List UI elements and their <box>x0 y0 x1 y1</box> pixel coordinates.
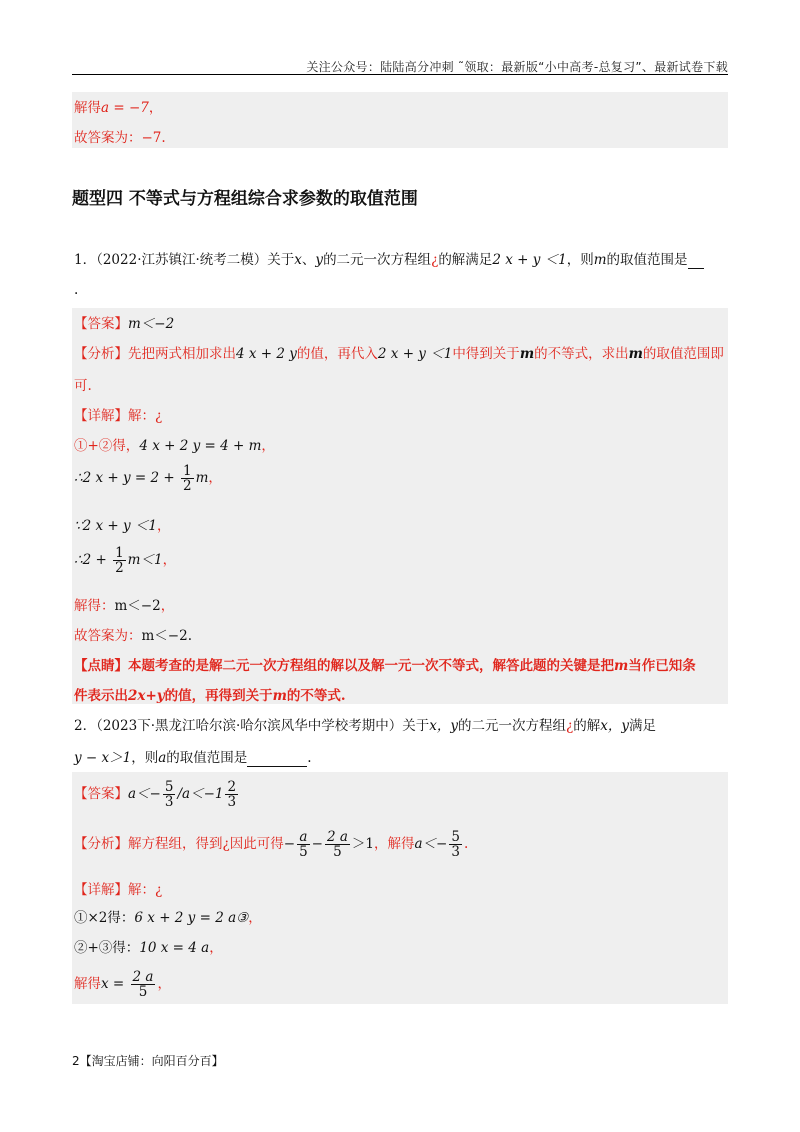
q2-text-c: 的解 <box>573 718 601 734</box>
q2-analysis-c: ＞1 <box>351 836 374 853</box>
q2-step2-expr: 10 x = 4 a <box>139 940 210 956</box>
q2-analysis-num2: 2 a <box>326 829 348 845</box>
q2-vars: x，y <box>429 718 459 734</box>
q1-detail-line <box>74 404 162 424</box>
q1-analysis-b: 的值，再代入 <box>296 346 378 362</box>
prev-solve-prefix: 解得 <box>74 100 101 116</box>
q2-missing-glyph: ¿ <box>566 718 574 734</box>
q1-analysis-c: 中得到关于 <box>452 346 520 362</box>
q1-step2-post: m <box>195 470 209 487</box>
q2-detail-a: 解： <box>128 882 155 898</box>
q2-answer-den1: 3 <box>164 794 174 811</box>
q2-stem <box>74 714 656 734</box>
q2-answer-num1: 5 <box>164 779 174 795</box>
q2-analysis-d: ，解得 <box>374 836 415 853</box>
q1-step3-expr: ∵2 x + y ＜1 <box>74 518 157 534</box>
q2-analysis-frac2 <box>325 830 350 859</box>
q1-answer-line <box>74 312 174 332</box>
q2-analysis-frac1 <box>297 830 310 859</box>
q1-analysis-f: 可. <box>74 378 92 394</box>
q2-text-e: ，则 <box>131 750 159 766</box>
q2-text-d: 满足 <box>629 718 657 734</box>
q1-final-value: m＜−2. <box>141 628 192 644</box>
q2-detail-line <box>74 878 162 898</box>
q1-solve: 解得：m＜−2， <box>74 598 175 614</box>
q1-number: 1． <box>74 252 97 268</box>
q1-comment-a: 本题考查的是解二元一次方程组的解以及解一元一次不等式，解答此题的关键是把 <box>128 658 614 674</box>
q2-source: （2023下·黑龙江哈尔滨·哈尔滨风华中学校考期中） <box>96 718 403 734</box>
q1-step1: ①+②得，4 x + 2 y = 4 + m， <box>74 438 275 454</box>
q2-step3-den: 5 <box>138 984 148 1001</box>
prev-solution-block <box>72 92 728 148</box>
q1-x: x <box>294 252 302 268</box>
q1-solve-label: 解得： <box>74 598 115 614</box>
q2-answer-blank <box>247 750 307 767</box>
q2-step3: 解得x = $\frac{2 a}{5}$ ， <box>74 969 171 1001</box>
q1-comment-b: 当作已知条 <box>628 658 696 674</box>
q1-step1-expr: 4 x + 2 y = 4 + m <box>139 438 262 454</box>
q1-missing-glyph: ¿ <box>431 252 439 268</box>
q1-step1-label: ①+②得， <box>74 438 140 454</box>
q1-step2: ∴2 x + y = 2 + $\frac{1}{2}$ m， <box>74 463 222 495</box>
q2-a: a <box>158 750 167 766</box>
q2-answer-num2: 2 <box>227 779 237 795</box>
q1-analysis-e: 的取值范围即 <box>642 346 724 362</box>
q1-step3: ∵2 x + y ＜1， <box>74 518 171 534</box>
header-text: 关注公众号：陆陆高分冲刺 ˜领取：最新版“小中高考-总复习”、最新试卷下载 <box>306 60 728 74</box>
q1-step4: ∴2 + $\frac{1}{2}$ m＜1， <box>74 545 177 577</box>
q2-step3-label: 解得 <box>74 976 101 993</box>
q2-step1-label: ①×2得： <box>74 910 135 926</box>
q1-text-e: 的取值范围是 <box>606 252 688 268</box>
q1-solve-value: m＜−2 <box>114 598 161 614</box>
q2-analysis-glyph: ¿ <box>222 836 230 853</box>
q1-end: . <box>74 282 79 298</box>
q2-text-b: 的二元一次方程组 <box>458 718 567 734</box>
q2-answer-line <box>74 780 240 809</box>
q1-comment-line2 <box>74 684 346 704</box>
q1-condition: 2 x + y ＜1 <box>492 252 567 268</box>
q1-answer-value: m＜−2 <box>128 316 175 332</box>
q1-analysis-m: m <box>519 346 535 362</box>
q2-analysis-frac3 <box>449 830 462 859</box>
q2-answer-label: 【答案】 <box>74 786 128 803</box>
footer-page-number: 2 <box>72 1054 80 1068</box>
q2-number: 2． <box>74 718 97 734</box>
q1-answer-label: 【答案】 <box>74 316 128 332</box>
footer <box>72 1052 224 1069</box>
q2-analysis-num3: 5 <box>451 829 460 845</box>
q1-m: m <box>593 252 607 268</box>
q2-step3-pre: x = <box>101 976 129 993</box>
q2-answer-frac2 <box>225 780 238 809</box>
header-rule <box>72 74 728 75</box>
q2-analysis-line: 【分析】解方程组，得到¿因此可得− $\frac{a}{5}$ − $\frac{2 a}{5}$ ＞1，解得a＜− $\frac{5}{3}$ . <box>74 829 469 861</box>
q2-analysis-label: 【分析】 <box>74 836 128 853</box>
footer-text: 【淘宝店铺：向阳百分百】 <box>79 1054 224 1068</box>
q1-comment-d: 的值，再得到关于 <box>164 688 273 704</box>
q2-answer-den2: 3 <box>227 794 237 811</box>
q2-step3-frac <box>131 970 156 999</box>
prev-solve-line <box>74 96 162 116</box>
q1-detail-label: 【详解】 <box>74 408 128 424</box>
q2-analysis-e: a＜− <box>414 836 448 853</box>
q1-final-label: 故答案为： <box>74 628 142 644</box>
q2-step1: ①×2得：6 x + 2 y = 2 a③， <box>74 910 262 926</box>
q2-analysis-den1: 5 <box>299 844 308 861</box>
q1-analysis-expr1: 4 x + 2 y <box>236 346 297 362</box>
q2-step1-expr: 6 x + 2 y = 2 a③ <box>134 910 249 926</box>
q1-y: y <box>315 252 324 268</box>
q1-text-d: ，则 <box>566 252 594 268</box>
q1-stem <box>74 248 704 269</box>
q2-analysis-den2: 5 <box>333 844 342 861</box>
q1-sep: 、 <box>301 252 316 268</box>
q1-text-a: 关于 <box>267 252 295 268</box>
q2-end: . <box>307 750 312 766</box>
q2-detail-glyph: ¿ <box>155 882 163 898</box>
q1-comment-e: 的不等式. <box>286 688 346 704</box>
q2-step2-label: ②+③得： <box>74 940 140 956</box>
q1-step4-den: 2 <box>115 560 124 577</box>
q2-stem2 <box>74 746 312 767</box>
q1-source: （2022·江苏镇江·统考二模） <box>96 252 268 268</box>
q1-step4-frac <box>113 546 126 575</box>
q2-answer-mid: /a＜−1 <box>177 786 224 803</box>
q2-analysis-num1: a <box>297 830 310 845</box>
q1-answer-blank <box>688 252 704 269</box>
q1-comment-expr: 2x+y <box>128 688 165 704</box>
q2-analysis-a: 解方程组，得到 <box>128 836 223 853</box>
q1-step2-num: 1 <box>182 463 192 479</box>
q1-detail-a: 解： <box>128 408 155 424</box>
q2-condition: y − x＞1 <box>74 750 132 766</box>
q1-comment-c: 件表示出 <box>74 688 128 704</box>
q1-step2-den: 2 <box>182 478 192 495</box>
q1-analysis-label: 【分析】 <box>74 346 128 362</box>
q2-answer-frac1 <box>163 780 176 809</box>
q1-step2-frac <box>181 464 194 493</box>
q1-analysis-expr2: 2 x + y ＜1 <box>377 346 453 362</box>
q2-text-a: 关于 <box>402 718 430 734</box>
q1-comment-line <box>74 654 696 674</box>
q2-text-f: 的取值范围是 <box>166 750 248 766</box>
q2-analysis-b: 因此可得 <box>229 836 284 853</box>
q1-step4-num: 1 <box>115 545 124 561</box>
q1-final <box>74 624 192 644</box>
prev-answer-line: 故答案为：−7. <box>74 130 166 146</box>
q1-step2-pre: ∴2 x + y = 2 + <box>74 470 179 487</box>
section-title: 题型四 不等式与方程组综合求参数的取值范围 <box>72 189 418 209</box>
q1-detail-glyph: ¿ <box>155 408 163 424</box>
q1-analysis-d: 的不等式，求出 <box>534 346 629 362</box>
q1-step4-pre: ∴2 + <box>74 552 112 569</box>
q1-analysis-a: 先把两式相加求出 <box>128 346 236 362</box>
q2-vars2: x，y <box>600 718 630 734</box>
q1-comment-m: m <box>614 658 629 674</box>
q2-answer-pre: a＜− <box>128 786 161 803</box>
prev-comma: ， <box>148 100 163 116</box>
q2-step2: ②+③得：10 x = 4 a， <box>74 940 223 956</box>
q1-solution-block <box>72 308 728 704</box>
q2-step3-num: 2 a <box>132 969 154 985</box>
q1-text-c: 的解满足 <box>438 252 493 268</box>
q1-analysis-m2: m <box>628 346 643 362</box>
q1-text-b: 的二元一次方程组 <box>323 252 432 268</box>
q1-comment-m2: m <box>272 688 287 704</box>
q1-analysis-line <box>74 342 724 362</box>
prev-solve-expr: a = −7 <box>101 100 149 116</box>
q2-detail-label: 【详解】 <box>74 882 128 898</box>
q1-comment-label: 【点睛】 <box>74 658 128 674</box>
q2-analysis-den3: 3 <box>451 844 460 861</box>
q1-step4-post: m＜1 <box>127 552 163 569</box>
